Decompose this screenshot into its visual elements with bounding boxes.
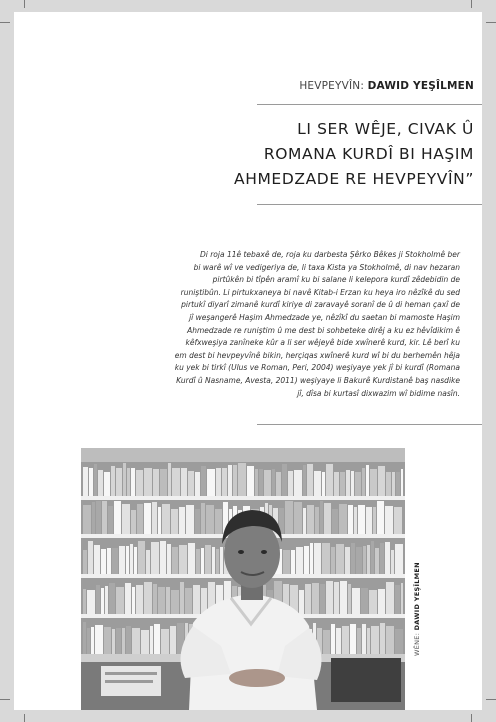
intro-line: Ahmedzade re runiştim û me dest bi sohbeteke dirêj a ku ez hêvîdikim ê — [187, 325, 460, 335]
intro-line: bi warê wî ve vedigeriya de, li taxa Kista ya Stokholmê, di nav hezaran — [193, 262, 460, 272]
title-rule — [257, 204, 482, 205]
title-line: ROMANA KURDÎ BI HAŞIM — [263, 145, 474, 163]
crop-mark — [471, 0, 472, 8]
credit-name: DAWID YEŞÎLMEN — [413, 562, 421, 631]
byline-name: DAWID YEŞÎLMEN — [367, 80, 474, 92]
crop-mark — [24, 0, 25, 8]
top-rule — [257, 104, 482, 105]
intro-line: em dest bi hevpeyvînê bikin, herçiqas xwînerê kurd wî bi du berhemên hêja — [174, 350, 460, 360]
intro-line: runiştibûn. Li pirtukxaneya bi navê Kitab-i Erzan ku heya iro nêzîkê du sed — [180, 287, 460, 297]
byline-prefix: HEVPEYVÎN: — [299, 80, 365, 92]
crop-mark — [0, 22, 10, 23]
intro-line: kêfxweşiya zanîneke kûr a li ser wêjeyê bide xwînerê kurd, kir. Lê berî ku — [185, 338, 460, 348]
intro-paragraph — [22, 249, 460, 400]
title-line: LI SER WÊJE, CIVAK Û — [297, 120, 474, 138]
photo-credit — [413, 562, 421, 656]
crop-mark — [471, 714, 472, 722]
intro-line: ku yek bi tirkî (Ulus ve Roman, Peri, 2004) weşiyaye yek jî bi kurdî (Romana — [174, 363, 460, 373]
portrait-photo — [81, 448, 405, 710]
article-title — [134, 117, 474, 192]
bookshelf-portrait-image — [81, 448, 405, 710]
intro-line: Kurdî û Nasname, Avesta, 2011) weşiyaye li Bakurê Kurdistanê baş nasdike — [176, 375, 460, 385]
title-line: AHMEDZADE RE HEVPEYVÎN” — [234, 170, 474, 188]
byline — [299, 80, 474, 92]
credit-prefix: WÊNE: — [413, 632, 421, 656]
crop-mark — [24, 714, 25, 722]
crop-mark — [486, 699, 496, 700]
intro-line: jî weşangerê Haşim Ahmedzade ye, nêzîkî du saetan bi mamoste Haşim — [189, 312, 460, 322]
intro-line: jî, dîsa bi kurtasî dixwazim wî bidime nasîn. — [297, 388, 460, 398]
intro-rule — [257, 424, 482, 425]
crop-mark — [0, 699, 10, 700]
intro-line: Di roja 11ê tebaxê de, roja ku darbesta Şêrko Bêkes ji Stokholmê ber — [199, 250, 460, 259]
intro-line: pirtukî diyarî zimanê kurdî kiriye di zaravayê soranî de û di heman çaxî de — [181, 300, 460, 310]
crop-mark — [486, 22, 496, 23]
intro-line: pirtûkên bi tîpên aramî ku bi salane li kelepora kurdî zêdebidin de — [212, 275, 460, 285]
